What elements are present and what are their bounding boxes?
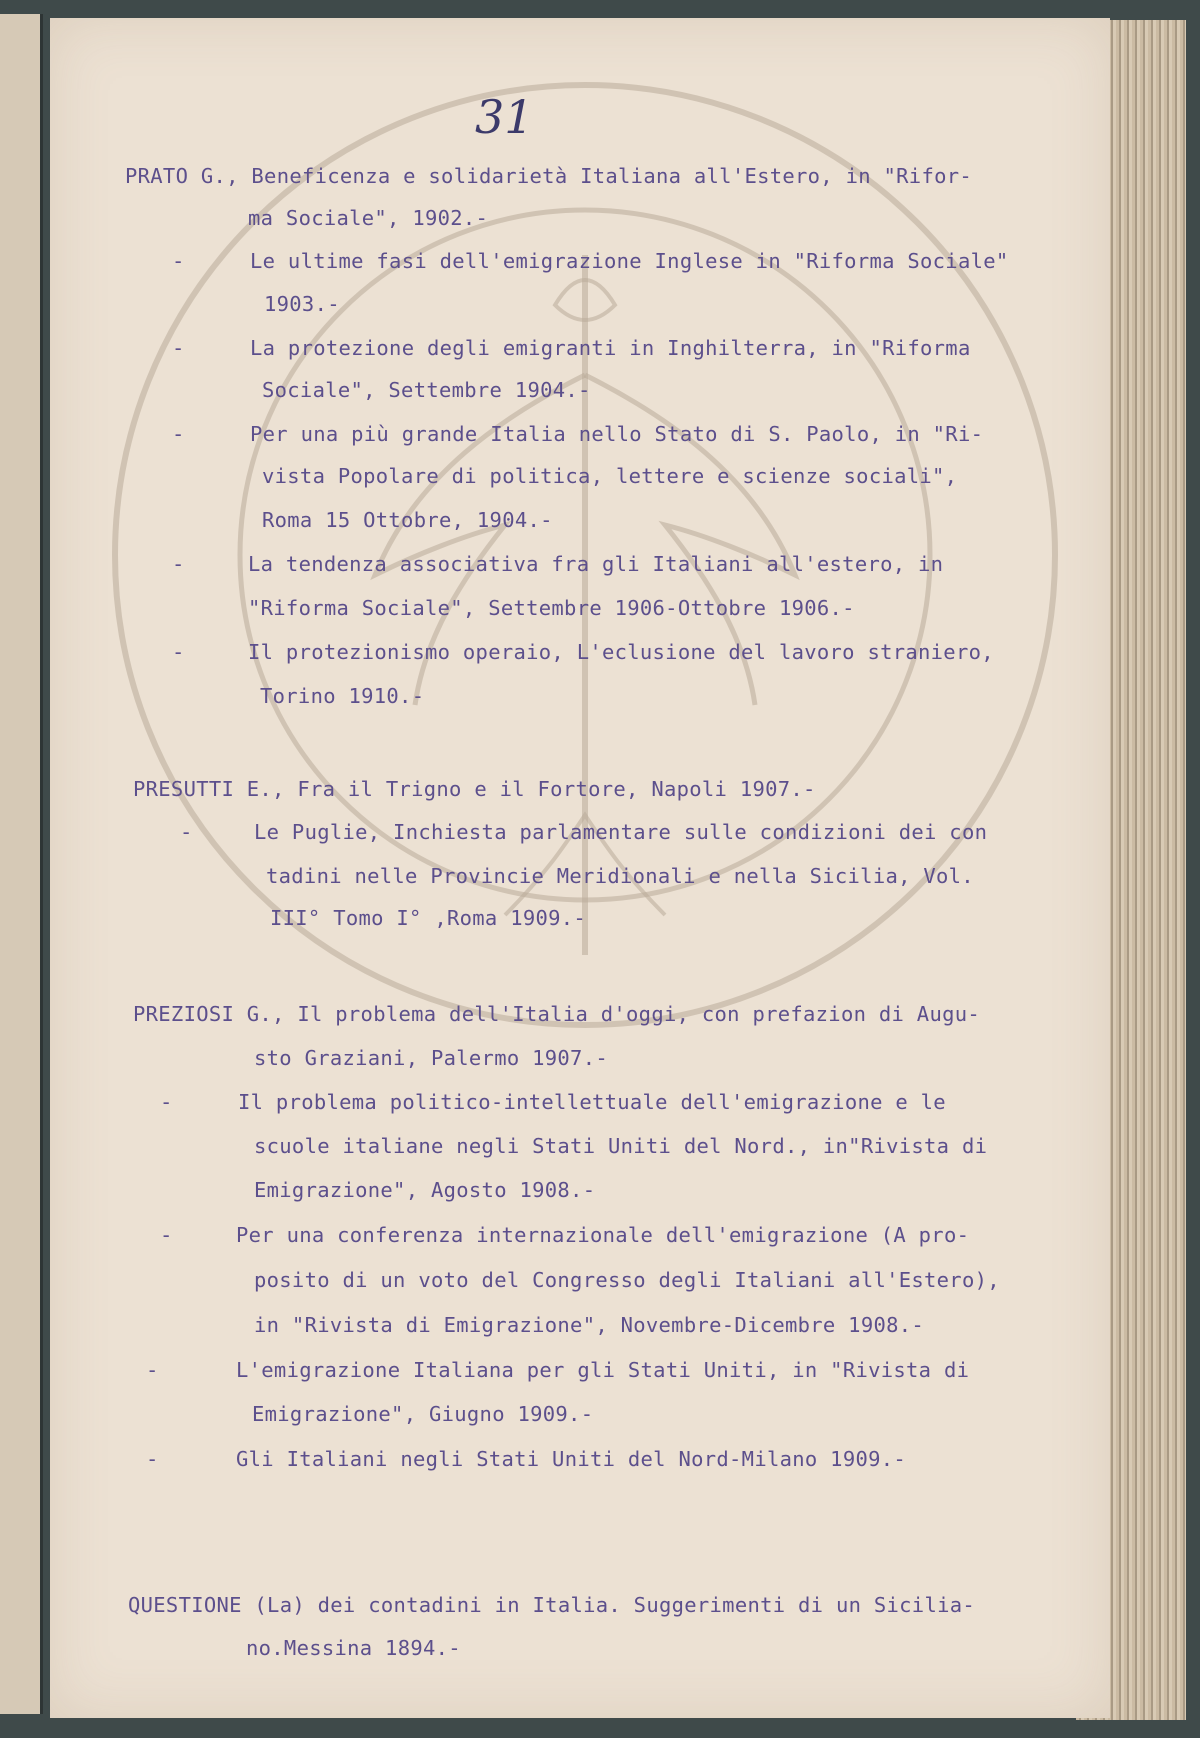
entry-line: posito di un voto del Congresso degli Italiani all'Estero), xyxy=(254,1268,1000,1292)
entry-line: Per una conferenza internazionale dell'emigrazione (A pro- xyxy=(236,1223,970,1247)
entry-line: 1903.- xyxy=(264,292,340,316)
entry-line: III° Tomo I° ,Roma 1909.- xyxy=(270,906,587,930)
ditto-dash: - xyxy=(172,336,185,360)
entry-line: in "Rivista di Emigrazione", Novembre-Dicembre 1908.- xyxy=(254,1313,925,1337)
entry-line: vista Popolare di politica, lettere e scienze sociali", xyxy=(262,464,958,488)
entry-line: tadini nelle Provincie Meridionali e nella Sicilia, Vol. xyxy=(266,864,974,888)
entry-line: Emigrazione", Agosto 1908.- xyxy=(254,1178,596,1202)
entry-line: Emigrazione", Giugno 1909.- xyxy=(252,1402,594,1426)
entry-line: Per una più grande Italia nello Stato di S. Paolo, in "Ri- xyxy=(250,422,984,446)
entry-line: scuole italiane negli Stati Uniti del Nord., in"Rivista di xyxy=(254,1134,988,1158)
entry-line: Le Puglie, Inchiesta parlamentare sulle condizioni dei con xyxy=(254,820,988,844)
entry-line: PRATO G., Beneficenza e solidarietà Italiana all'Estero, in "Rifor- xyxy=(125,164,973,188)
ditto-dash: - xyxy=(146,1358,159,1382)
entry-line: "Riforma Sociale", Settembre 1906-Ottobre 1906.- xyxy=(248,596,855,620)
ditto-dash: - xyxy=(172,422,185,446)
entry-line: Le ultime fasi dell'emigrazione Inglese in "Riforma Sociale" xyxy=(250,249,1009,273)
ditto-dash: - xyxy=(160,1223,173,1247)
entry-line: Il problema politico-intellettuale dell'emigrazione e le xyxy=(238,1090,946,1114)
ditto-dash: - xyxy=(172,552,185,576)
ditto-dash: - xyxy=(160,1090,173,1114)
entry-line: PREZIOSI G., Il problema dell'Italia d'oggi, con prefazion di Augu- xyxy=(133,1002,981,1026)
entry-line: La protezione degli emigranti in Inghilterra, in "Riforma xyxy=(250,336,971,360)
ditto-dash: - xyxy=(146,1447,159,1471)
entry-line: La tendenza associativa fra gli Italiani all'estero, in xyxy=(248,552,944,576)
entry-line: L'emigrazione Italiana per gli Stati Uniti, in "Rivista di xyxy=(236,1358,970,1382)
entry-line: Gli Italiani negli Stati Uniti del Nord-Milano 1909.- xyxy=(236,1447,907,1471)
entry-line: Sociale", Settembre 1904.- xyxy=(262,378,591,402)
entry-line: ma Sociale", 1902.- xyxy=(248,206,489,230)
entry-line: no.Messina 1894.- xyxy=(246,1636,461,1660)
entry-line: Torino 1910.- xyxy=(260,684,425,708)
folio-number: 31 xyxy=(475,90,534,144)
ditto-dash: - xyxy=(172,249,185,273)
entry-line: Il protezionismo operaio, L'eclusione del lavoro straniero, xyxy=(248,640,994,664)
entry-line: PRESUTTI E., Fra il Trigno e il Fortore, Napoli 1907.- xyxy=(133,777,816,801)
entry-line: sto Graziani, Palermo 1907.- xyxy=(254,1046,608,1070)
ditto-dash: - xyxy=(180,820,193,844)
ditto-dash: - xyxy=(172,640,185,664)
entry-line: QUESTIONE (La) dei contadini in Italia. Suggerimenti di un Sicilia- xyxy=(128,1593,976,1617)
entry-line: Roma 15 Ottobre, 1904.- xyxy=(262,508,553,532)
